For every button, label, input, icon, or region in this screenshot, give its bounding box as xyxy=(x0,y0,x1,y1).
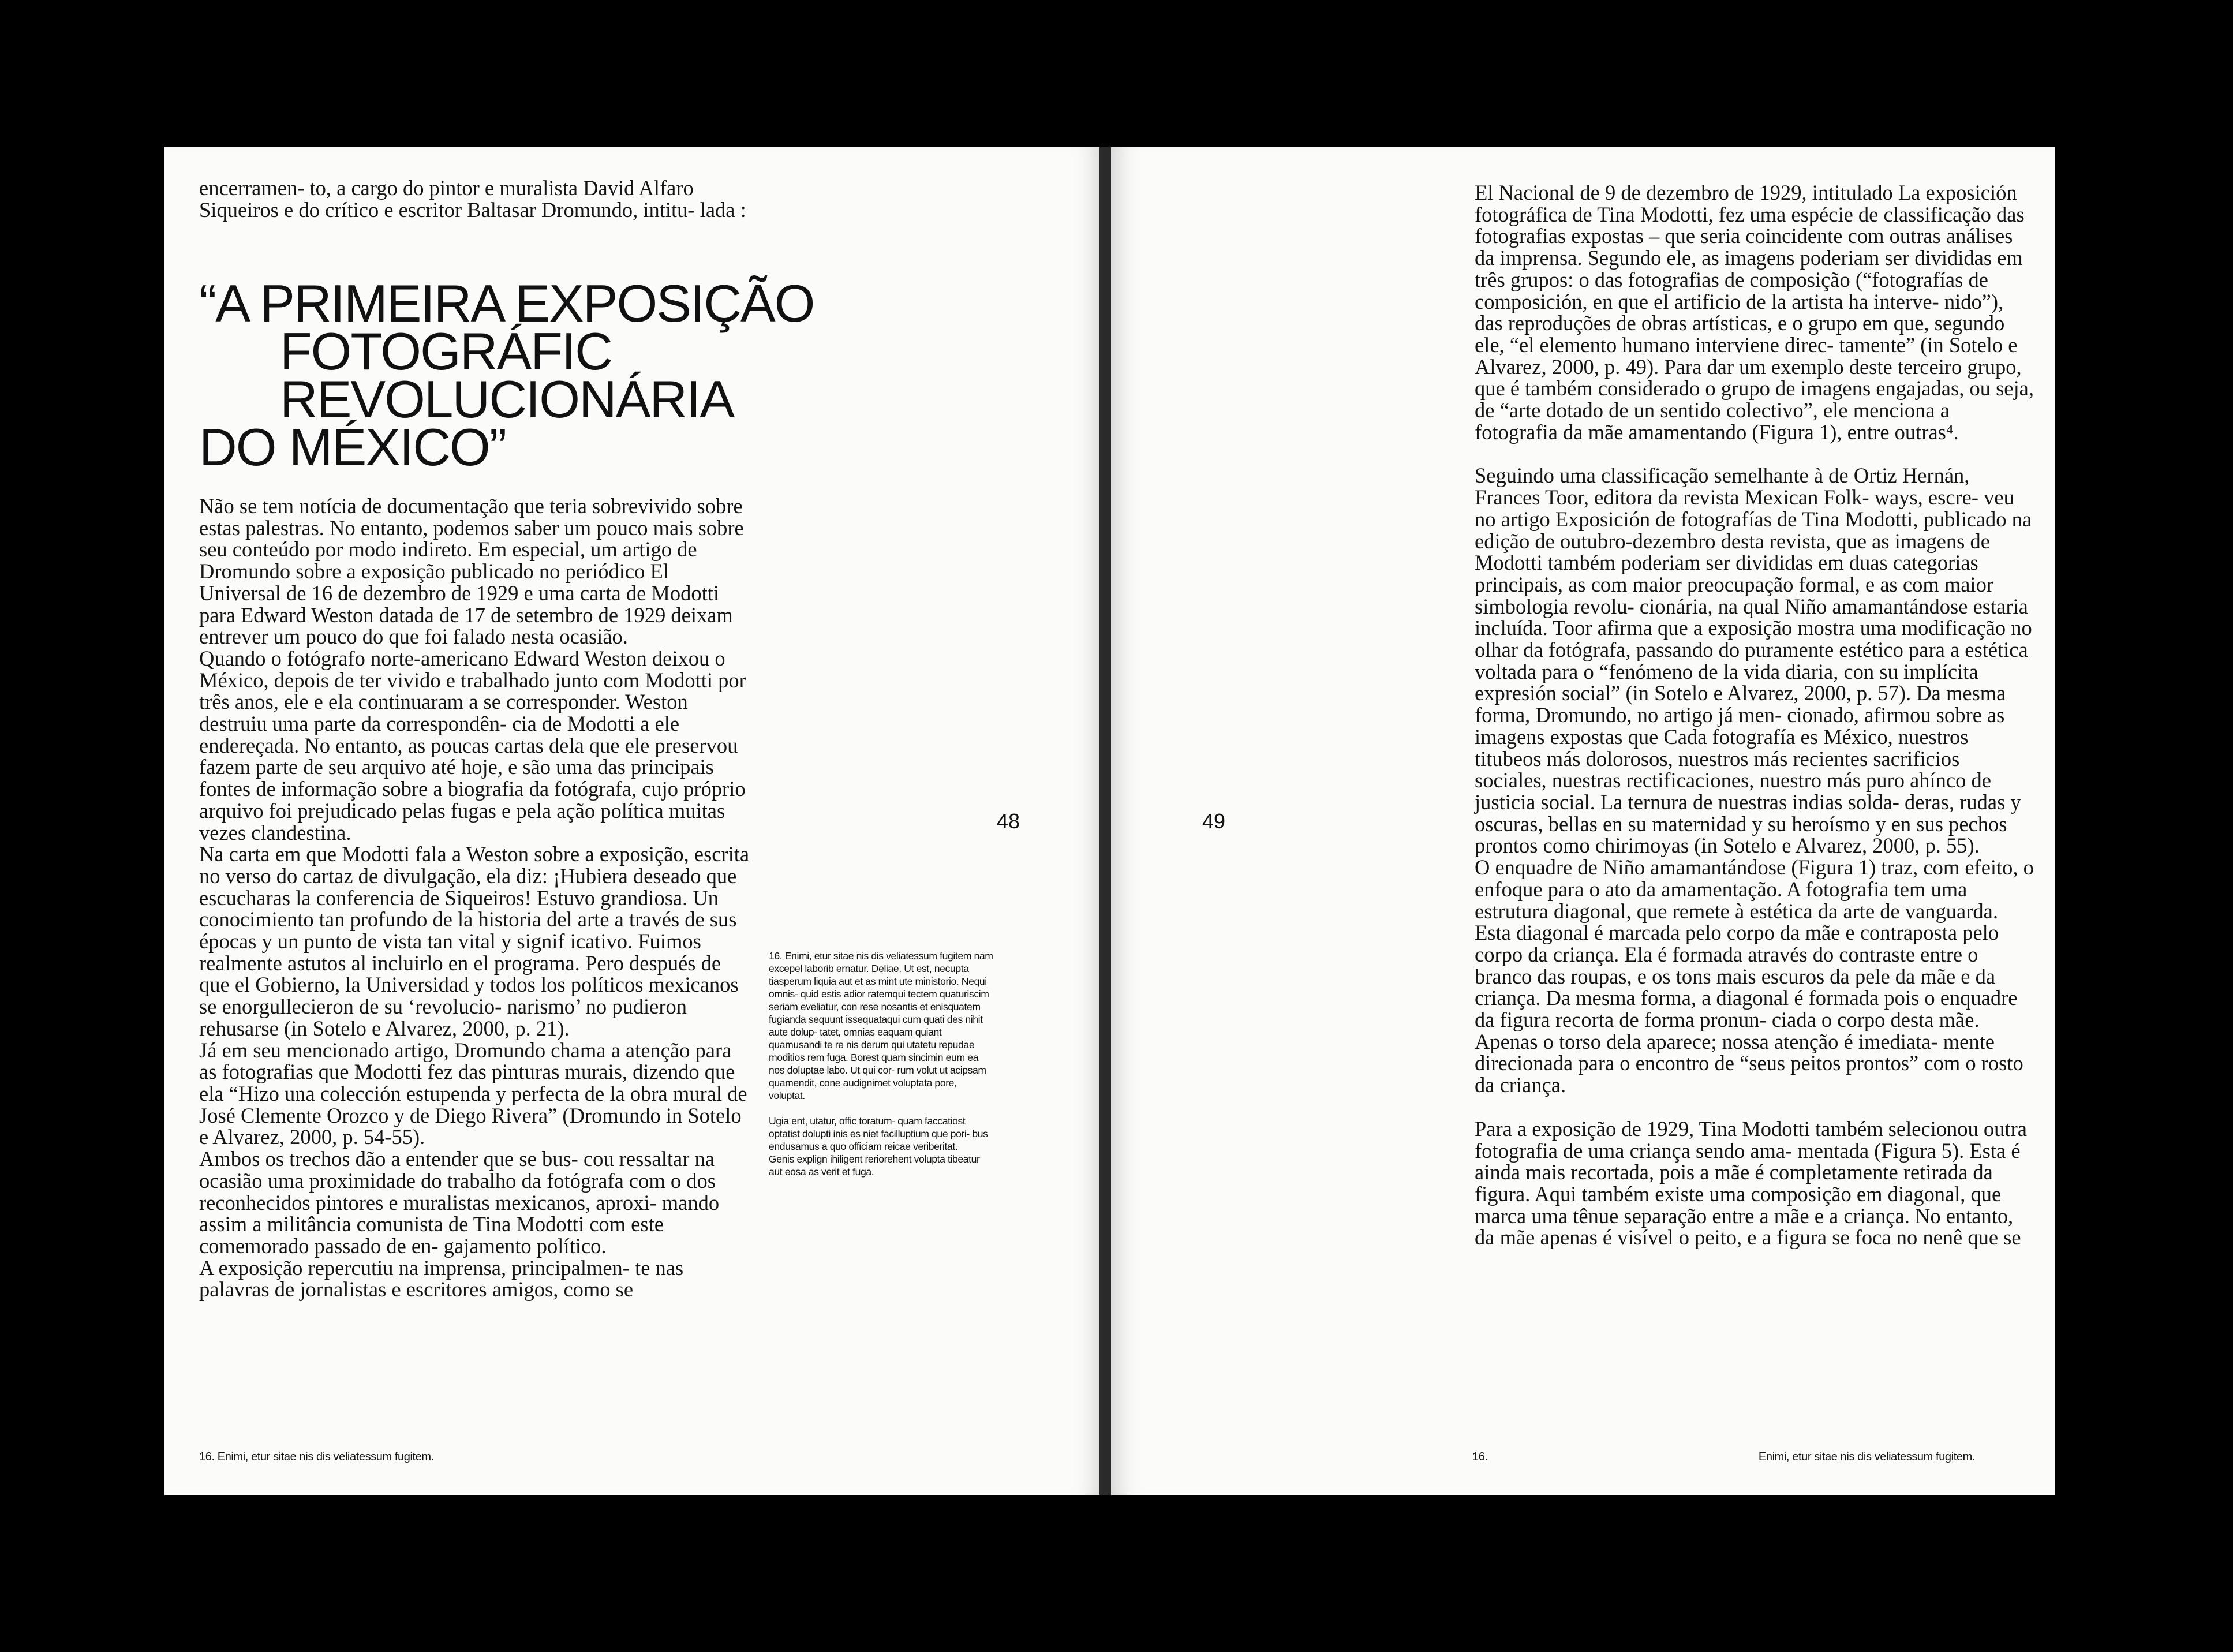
footnote-footer: Enimi, etur sitae nis dis veliatessum fugitem. xyxy=(1758,1451,1975,1463)
paragraph: A exposição repercutiu na imprensa, principalmen- te nas palavras de jornalistas e escritores amigos, como se xyxy=(199,1255,684,1302)
side-note-paragraph: Ugia ent, utatur, offic toratum- quam faccatiost optatist dolupti inis es niet facilluptium que pori- bus endusamus a quo officiam reicae veriberitat. xyxy=(769,1115,988,1152)
paragraph: Na carta em que Modotti fala a Weston sobre a exposição, escrita no verso do cartaz de divulgação, ela diz: ¡Hubiera deseado que escucharas la conferencia de Siqueiros! Estuvo grandiosa. Un conocimiento tan profundo de la historia del arte a través de sus épocas y un punto de vista tan vital y signif icativo. Fuimos realmente astutos al incluirlo en el programa. Pero después de que el Gobierno, la Universidad y todos los políticos mexicanos se enorgullecieron de su ‘revolucio- narismo’ no pudieron rehusarse (in Sotelo e Alvarez, 2000, p. 21). xyxy=(199,842,750,1040)
heading-line: FOTOGRÁFIC xyxy=(280,323,612,381)
paragraph: Não se tem notícia de documentação que teria sobrevivido sobre estas palestras. No entanto, podemos saber um pouco mais sobre seu conteúdo por modo indireto. Em especial, um artigo de Dromundo sobre a exposição publicado no periódico El Universal de 16 de dezembro de 1929 e uma carta de Modotti para Edward Weston datada de 17 de setembro de 1929 deixam entrever um pouco do que foi falado nesta ocasião. xyxy=(199,494,744,649)
intro-paragraph: encerramen- to, a cargo do pintor e muralista David Alfaro Siqueiros e do crítico e escritor Baltasar Dromundo, intitu- lada : xyxy=(199,176,746,222)
paragraph: Ambos os trechos dão a entender que se bus- cou ressaltar na ocasião uma proximidade do trabalho da fotógrafa com o dos reconhecidos pintores e muralistas mexicanos, aproxi- mando assim a militância comunista de Tina Modotti com este comemorado passado de en- gajamento político. xyxy=(199,1147,720,1258)
left-body-text xyxy=(199,495,750,1300)
right-page xyxy=(1111,147,2055,1495)
heading-line: REVOLUCIONÁRIA xyxy=(280,371,734,429)
heading-line: “A PRIMEIRA EXPOSIÇÃO xyxy=(199,275,814,333)
side-note-paragraph: Genis explign ihiligent reriorehent volupta tibeatur aut eosa as verit et fuga. xyxy=(769,1153,980,1178)
paragraph: El Nacional de 9 de dezembro de 1929, intitulado La exposición fotográfica de Tina Modotti, fez uma espécie de classificação das fotografias expostas – que seria coincidente com outras análises da imprensa. Segundo ele, as imagens poderiam ser divididas em três grupos: o das fotografias de composição (“fotografías de composición, en que el artificio de la artista ha interve- nido”), das reproduções de obras artísticas, e o grupo em que, segundo ele, “el elemento humano interviene direc- tamente” (in Sotelo e Alvarez, 2000, p. 49). Para dar um exemplo deste terceiro grupo, que é também considerado o grupo de imagens engajadas, ou seja, de “arte dotado de un sentido colectivo”, ele menciona a fotografia da mãe amamentando (Figura 1), entre outras⁴. xyxy=(1475,181,2034,444)
footnote-footer: 16. Enimi, etur sitae nis dis veliatessum fugitem. xyxy=(199,1451,434,1463)
right-body-text xyxy=(1475,182,2034,1249)
paragraph: Para a exposição de 1929, Tina Modotti também selecionou outra fotografia de uma criança sendo ama- mentada (Figura 5). Esta é ainda mais recortada, pois a mãe é completamente retirada da figura. Aqui também existe uma composição em diagonal, que marca uma tênue separação entre a mãe e a criança. No entanto, da mãe apenas é visível o peito, e a figura se foca no nenê que se xyxy=(1475,1116,2027,1250)
paragraph: Seguindo uma classificação semelhante à de Ortiz Hernán, Frances Toor, editora da revista Mexican Folk- ways, escre- veu no artigo Exposición de fotografías de Tina Modotti, publicado na edição de outubro-dezembro desta revista, que as imagens de Modotti também poderiam ser divididas em duas categorias principais, as com maior preocupação formal, e as com maior simbologia revolu- cionária, na qual Niño amamantándose estaria incluída. Toor afirma que a exposição mostra uma modificação no olhar da fotógrafa, passando do puramente estético para a estética voltada para o “fenómeno de la vida diaria, con su implícita expresión social” (in Sotelo e Alvarez, 2000, p. 57). Da mesma forma, Dromundo, no artigo já men- cionado, afirmou sobre as imagens expostas que Cada fotografía es México, nuestros titubeos más dolorosos, nuestros más recientes sacrificios sociales, nuestras rectificaciones, nuestro más puro ahínco de justicia social. La ternura de nuestras indias solda- deras, rudas y oscuras, bellas en su maternidad y su heroísmo y en sus pechos prontos como chirimoyas (in Sotelo e Alvarez, 2000, p. 55). xyxy=(1475,464,2032,858)
side-note xyxy=(769,950,994,1178)
paragraph: Já em seu mencionado artigo, Dromundo chama a atenção para as fotografias que Modotti fez das pinturas murais, dizendo que ela “Hizo una colección estupenda y perfecta de la obra mural de José Clemente Orozco y de Diego Rivera” (Dromundo in Sotelo e Alvarez, 2000, p. 54-55). xyxy=(199,1038,747,1149)
heading-line: DO MÉXICO” xyxy=(199,418,506,477)
page-number: 49 xyxy=(1202,809,1226,833)
paragraph: O enquadre de Niño amamantándose (Figura 1) traz, com efeito, o enfoque para o ato da amamentação. A fotografia tem uma estrutura diagonal, que remete à estética da arte de vanguarda. Esta diagonal é marcada pelo corpo da mãe e contraposta pelo corpo da criança. Ela é formada através do contraste entre o branco das roupas, e os tons mais escuros da pele da mãe e da criança. Da mesma forma, a diagonal é formada pois o enquadre da figura recorta de forma pronun- ciada o corpo desta mãe. Apenas o torso dela aparece; nossa atenção é imediata- mente direcionada para o encontro de “seus peitos prontos” com o rosto da criança. xyxy=(1475,855,2034,1097)
page-number: 48 xyxy=(997,809,1020,833)
side-note-paragraph: 16. Enimi, etur sitae nis dis veliatessum fugitem nam excepel laborib ernatur. Deliae. Ut est, necupta tiasperum liquia aut et as mint ute ministorio. Nequi omnis- quid estis adior ratemqui tectem quaturiscim seriam eveliatur, con rese nosantis et enisquatem fugianda sequunt issequataqui cum quati des nihit aute dolup- tatet, omnias eaquam quiant quamusandi te re nis derum qui utatetu repudae moditios rem fuga. Borest quam sincimin eum ea nos doluptae labo. Ut qui cor- rum volut ut acipsam quamendit, cone audignimet voluptata pore, voluptat. xyxy=(769,950,993,1101)
footer-number: 16. xyxy=(1472,1451,1488,1463)
paragraph: Quando o fotógrafo norte-americano Edward Weston deixou o México, depois de ter vivido e trabalhado junto com Modotti por três anos, ele e ela continuaram a se corresponder. Weston destruiu uma parte da correspondên- cia de Modotti a ele endereçada. No entanto, as poucas cartas dela que ele preservou fazem parte de seu arquivo até hoje, e são uma das principais fontes de informação sobre a biografia da fotógrafa, cujo próprio arquivo foi prejudicado pelas fugas e pela ação política muitas vezes clandestina. xyxy=(199,646,746,844)
left-page xyxy=(164,147,1102,1495)
chapter-heading xyxy=(199,275,814,477)
